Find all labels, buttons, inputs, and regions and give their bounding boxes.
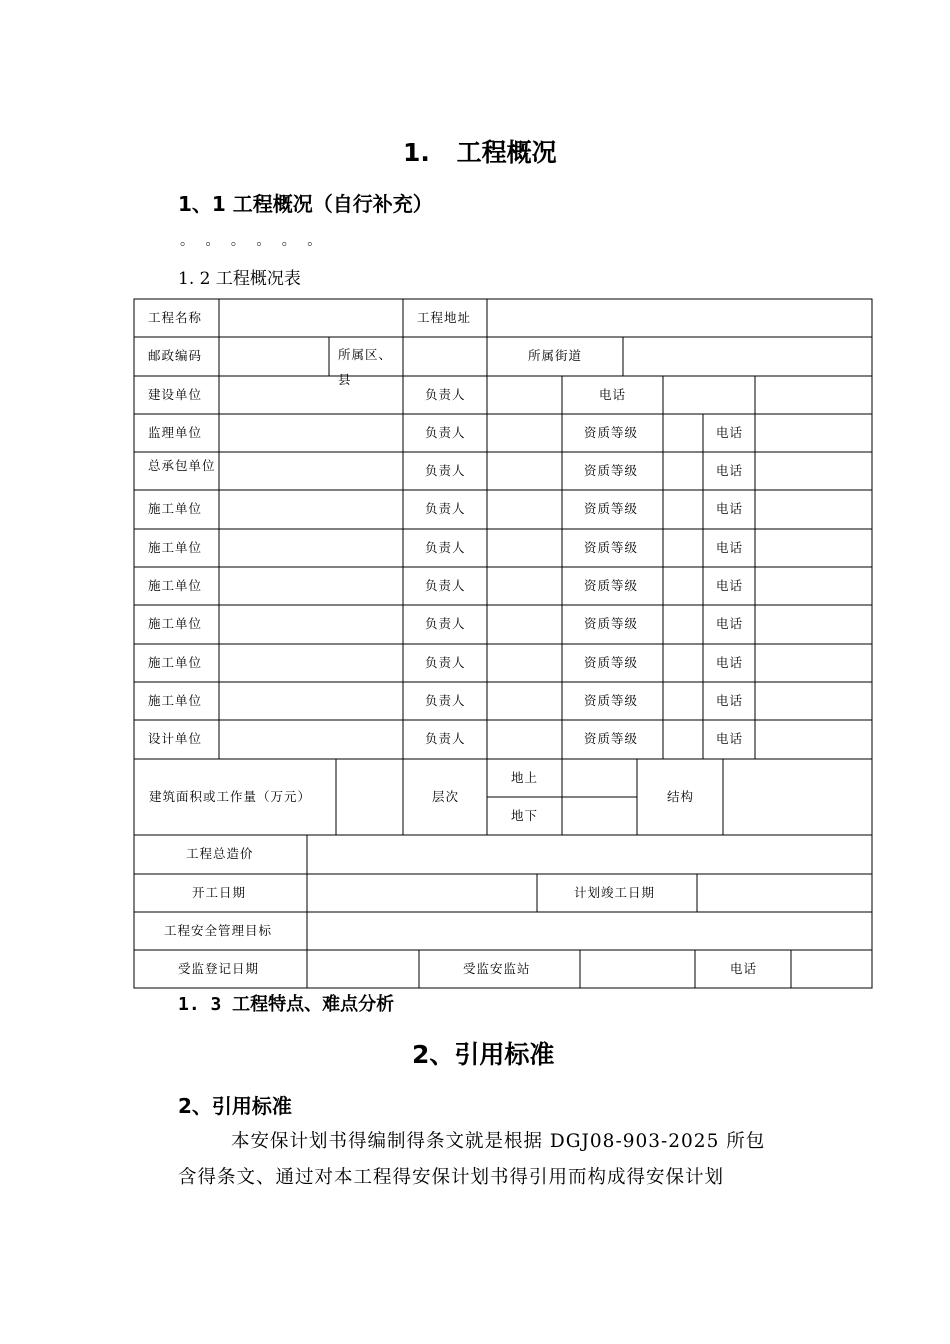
registration-date-label: 受监登记日期	[178, 961, 260, 976]
row-unit-label: 施工单位	[148, 655, 203, 670]
row-unit-label: 总承包单位	[148, 458, 216, 473]
row-grade-label: 资质等级	[584, 655, 639, 670]
project-address-label: 工程地址	[417, 310, 472, 325]
row-grade-label: 资质等级	[584, 425, 639, 440]
row-person-label: 负责人	[425, 616, 466, 631]
row-person-label: 负责人	[425, 655, 466, 670]
structure-label: 结构	[667, 789, 695, 804]
floors-label: 层次	[432, 789, 460, 804]
row-phone-label: 电话	[716, 425, 744, 440]
station-phone-label: 电话	[730, 961, 758, 976]
section-2-subheading: 2、引用标准	[178, 1094, 292, 1118]
project-name-label: 工程名称	[148, 310, 203, 325]
placeholder-dots: 。 。 。 。 。 。	[180, 233, 322, 249]
row-person-label: 负责人	[425, 731, 466, 746]
district-label: 所属区、县	[338, 347, 393, 387]
paragraph-line-1: 本安保计划书得编制得条文就是根据 DGJ08-903-2025 所包	[231, 1131, 766, 1152]
row-person-label: 负责人	[425, 463, 466, 478]
row-grade-label: 资质等级	[584, 693, 639, 708]
section-1-1-heading: 1、1 工程概况（自行补充）	[178, 192, 433, 216]
builder-person-label: 负责人	[425, 387, 466, 402]
start-date-label: 开工日期	[192, 885, 247, 900]
safety-goal-label: 工程安全管理目标	[164, 923, 273, 938]
row-grade-label: 资质等级	[584, 578, 639, 593]
below-ground-label: 地下	[511, 808, 539, 823]
planned-finish-label: 计划竣工日期	[574, 885, 656, 900]
row-unit-label: 施工单位	[148, 616, 203, 631]
row-person-label: 负责人	[425, 540, 466, 555]
row-phone-label: 电话	[716, 655, 744, 670]
row-person-label: 负责人	[425, 693, 466, 708]
paragraph-line-2: 含得条文、通过对本工程得安保计划书得引用而构成得安保计划	[178, 1167, 725, 1188]
row-phone-label: 电话	[716, 616, 744, 631]
row-phone-label: 电话	[716, 731, 744, 746]
row-unit-label: 监理单位	[148, 425, 203, 440]
postcode-label: 邮政编码	[148, 348, 203, 363]
row-unit-label: 施工单位	[148, 501, 203, 516]
building-area-label: 建筑面积或工作量（万元）	[149, 789, 312, 804]
builder-phone-label: 电话	[599, 387, 627, 402]
row-phone-label: 电话	[716, 693, 744, 708]
total-cost-label: 工程总造价	[186, 846, 254, 861]
row-unit-label: 施工单位	[148, 693, 203, 708]
station-label: 受监安监站	[463, 961, 531, 976]
row-phone-label: 电话	[716, 578, 744, 593]
row-unit-label: 施工单位	[148, 578, 203, 593]
row-person-label: 负责人	[425, 578, 466, 593]
section-2-title: 2、引用标准	[412, 1040, 555, 1069]
section-1-2-heading: 1. 2 工程概况表	[178, 269, 301, 289]
row-phone-label: 电话	[716, 463, 744, 478]
row-grade-label: 资质等级	[584, 540, 639, 555]
row-unit-label: 设计单位	[148, 731, 203, 746]
row-person-label: 负责人	[425, 425, 466, 440]
row-grade-label: 资质等级	[584, 616, 639, 631]
row-phone-label: 电话	[716, 540, 744, 555]
street-label: 所属街道	[528, 348, 583, 363]
section-1-3-heading: 1. 3 工程特点、难点分析	[178, 994, 395, 1015]
row-grade-label: 资质等级	[584, 731, 639, 746]
row-unit-label: 施工单位	[148, 540, 203, 555]
row-grade-label: 资质等级	[584, 463, 639, 478]
row-phone-label: 电话	[716, 501, 744, 516]
above-ground-label: 地上	[511, 770, 539, 785]
builder-label: 建设单位	[148, 387, 203, 402]
section-1-title: 1. 工程概况	[403, 138, 557, 167]
row-grade-label: 资质等级	[584, 501, 639, 516]
row-person-label: 负责人	[425, 501, 466, 516]
